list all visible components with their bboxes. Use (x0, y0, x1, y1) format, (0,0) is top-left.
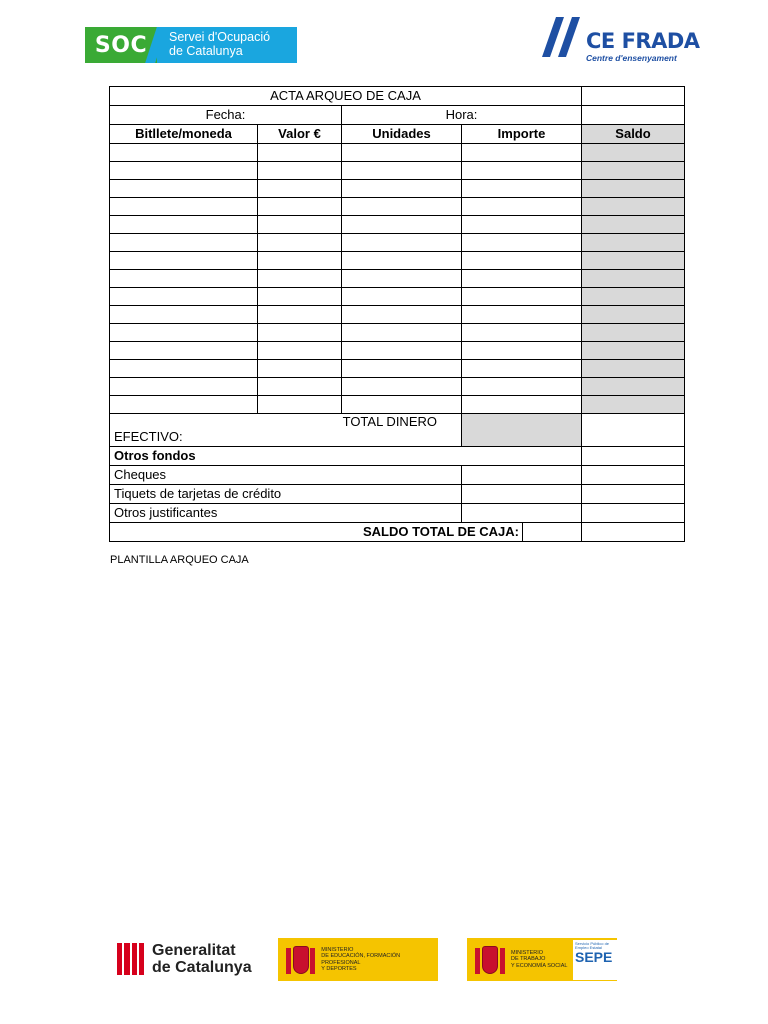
cheques-label: Cheques (110, 466, 462, 485)
generalitat-line2: de Catalunya (152, 959, 252, 976)
cell-saldo[interactable] (582, 270, 685, 288)
efectivo-label: EFECTIVO: (114, 429, 183, 444)
table-row (110, 378, 685, 396)
cell-importe[interactable] (462, 216, 582, 234)
ministerio-educacion-line3: Y DEPORTES (321, 966, 357, 972)
cell-importe[interactable] (462, 144, 582, 162)
cell-billete[interactable] (110, 270, 258, 288)
cell-billete[interactable] (110, 180, 258, 198)
arqueo-table (109, 86, 685, 542)
generalitat-logo (117, 942, 252, 976)
senyera-icon (117, 943, 144, 975)
cell-saldo[interactable] (582, 342, 685, 360)
cell-importe[interactable] (462, 396, 582, 414)
cell-valor[interactable] (258, 162, 342, 180)
cell-unidades[interactable] (342, 342, 462, 360)
cell-billete[interactable] (110, 396, 258, 414)
cell-valor[interactable] (258, 324, 342, 342)
saldo-total-label-cell (110, 523, 582, 542)
tiquets-label: Tiquets de tarjetas de crédito (110, 485, 462, 504)
cell-saldo[interactable] (582, 144, 685, 162)
cell-valor[interactable] (258, 234, 342, 252)
cell-valor[interactable] (258, 270, 342, 288)
col-header-importe: Importe (462, 125, 582, 144)
cell-valor[interactable] (258, 288, 342, 306)
cell-importe[interactable] (462, 378, 582, 396)
header-row (110, 125, 685, 144)
cell-saldo[interactable] (582, 198, 685, 216)
table-row (110, 342, 685, 360)
cell-valor[interactable] (258, 216, 342, 234)
ministerio-educacion-logo (278, 938, 438, 981)
table-row (110, 306, 685, 324)
cell-importe[interactable] (462, 270, 582, 288)
cell-unidades[interactable] (342, 252, 462, 270)
table-row (110, 144, 685, 162)
sepe-top-text: Servicio Público de Empleo Estatal (575, 941, 610, 950)
soc-logo-line1: Servei d'Ocupació (169, 30, 271, 44)
fecha-label: Fecha: (110, 106, 342, 125)
tiquets-importe[interactable] (462, 485, 582, 504)
cell-valor[interactable] (258, 360, 342, 378)
ministerio-educacion-line2: DE EDUCACIÓN, FORMACIÓN PROFESIONAL (321, 953, 401, 966)
cell-unidades[interactable] (342, 306, 462, 324)
footer-caption: PLANTILLA ARQUEO CAJA (110, 554, 249, 566)
cell-valor[interactable] (258, 180, 342, 198)
cell-billete[interactable] (110, 342, 258, 360)
cheques-saldo[interactable] (582, 466, 685, 485)
otros-fondos-row (110, 447, 685, 466)
cell-saldo[interactable] (582, 234, 685, 252)
cefrada-logo (540, 15, 700, 65)
tiquets-saldo[interactable] (582, 485, 685, 504)
col-header-valor: Valor € (258, 125, 342, 144)
sepe-logo (573, 940, 617, 980)
table-row (110, 162, 685, 180)
cell-unidades[interactable] (342, 396, 462, 414)
cell-valor[interactable] (258, 342, 342, 360)
cell-unidades[interactable] (342, 216, 462, 234)
otros-justificantes-row (110, 504, 685, 523)
soc-logo-line2: de Catalunya (169, 44, 243, 58)
cell-unidades[interactable] (342, 198, 462, 216)
table-row (110, 216, 685, 234)
cell-valor[interactable] (258, 144, 342, 162)
cell-saldo[interactable] (582, 378, 685, 396)
cell-unidades[interactable] (342, 360, 462, 378)
cell-billete[interactable] (110, 306, 258, 324)
cell-importe[interactable] (462, 360, 582, 378)
cell-billete[interactable] (110, 324, 258, 342)
cell-saldo[interactable] (582, 162, 685, 180)
cell-billete[interactable] (110, 198, 258, 216)
cell-valor[interactable] (258, 396, 342, 414)
table-row (110, 324, 685, 342)
soc-logo (85, 27, 297, 63)
title-row (110, 87, 685, 106)
cell-unidades[interactable] (342, 324, 462, 342)
cell-importe[interactable] (462, 324, 582, 342)
soc-logo-text (157, 27, 297, 63)
cell-unidades[interactable] (342, 234, 462, 252)
cell-saldo[interactable] (582, 216, 685, 234)
ministerio-trabajo-line2: DE TRABAJO (511, 956, 546, 963)
otros-justificantes-saldo[interactable] (582, 504, 685, 523)
soc-logo-short: SOC (85, 27, 157, 63)
total-dinero-row (110, 414, 685, 447)
cell-billete[interactable] (110, 252, 258, 270)
hora-label: Hora: (342, 106, 582, 125)
fecha-hora-row (110, 106, 685, 125)
cell-unidades[interactable] (342, 144, 462, 162)
cell-valor[interactable] (258, 252, 342, 270)
otros-justificantes-label: Otros justificantes (110, 504, 462, 523)
cell-billete[interactable] (110, 144, 258, 162)
table-row (110, 288, 685, 306)
table-row (110, 180, 685, 198)
table-title: ACTA ARQUEO DE CAJA (110, 87, 582, 106)
cell-importe[interactable] (462, 288, 582, 306)
table-row (110, 360, 685, 378)
saldo-total-value[interactable] (582, 523, 685, 542)
ministerio-educacion-line1: MINISTERIO (321, 946, 354, 953)
cell-billete[interactable] (110, 234, 258, 252)
cell-saldo[interactable] (582, 252, 685, 270)
cell-unidades[interactable] (342, 162, 462, 180)
total-dinero-value[interactable] (462, 414, 582, 447)
col-header-saldo: Saldo (582, 125, 685, 144)
generalitat-line1: Generalitat (152, 942, 236, 959)
otros-fondos-label: Otros fondos (110, 447, 582, 466)
title-extra-cell[interactable] (582, 87, 685, 106)
cell-saldo[interactable] (582, 324, 685, 342)
tiquets-row (110, 485, 685, 504)
total-dinero-cell (110, 414, 462, 447)
sepe-name: SEPE (575, 949, 613, 965)
table-body (110, 144, 685, 414)
table-row (110, 234, 685, 252)
cell-valor[interactable] (258, 306, 342, 324)
cell-importe[interactable] (462, 342, 582, 360)
total-dinero-saldo[interactable] (582, 414, 685, 447)
saldo-total-label: SALDO TOTAL DE CAJA: (362, 524, 519, 539)
cell-importe[interactable] (462, 306, 582, 324)
cell-importe[interactable] (462, 162, 582, 180)
col-header-unidades: Unidades (342, 125, 462, 144)
cell-billete[interactable] (110, 216, 258, 234)
cell-importe[interactable] (462, 234, 582, 252)
cell-billete[interactable] (110, 288, 258, 306)
cell-unidades[interactable] (342, 378, 462, 396)
ministerio-trabajo-line1: MINISTERIO (511, 949, 544, 956)
cell-saldo[interactable] (582, 360, 685, 378)
cell-saldo[interactable] (582, 180, 685, 198)
cefrada-tagline: Centre d'ensenyament (586, 53, 677, 63)
hora-extra-cell[interactable] (582, 106, 685, 125)
cell-unidades[interactable] (342, 270, 462, 288)
cefrada-name: CE FRADA (586, 29, 700, 53)
cell-unidades[interactable] (342, 288, 462, 306)
cheques-row (110, 466, 685, 485)
cell-saldo[interactable] (582, 288, 685, 306)
otros-justificantes-importe[interactable] (462, 504, 582, 523)
cell-importe[interactable] (462, 198, 582, 216)
coat-of-arms-icon (475, 944, 505, 976)
coat-of-arms-icon (286, 944, 315, 976)
table-row (110, 252, 685, 270)
ministerio-trabajo-line3: Y ECONOMÍA SOCIAL (511, 962, 568, 969)
cell-valor[interactable] (258, 378, 342, 396)
cell-saldo[interactable] (582, 306, 685, 324)
cell-billete[interactable] (110, 360, 258, 378)
cell-unidades[interactable] (342, 180, 462, 198)
table-row (110, 198, 685, 216)
cell-importe[interactable] (462, 180, 582, 198)
cell-billete[interactable] (110, 378, 258, 396)
cell-valor[interactable] (258, 198, 342, 216)
table-row (110, 396, 685, 414)
saldo-total-input[interactable] (522, 523, 582, 541)
cefrada-slash-icon (542, 15, 586, 59)
col-header-billete: Bitllete/moneda (110, 125, 258, 144)
cheques-importe[interactable] (462, 466, 582, 485)
table-row (110, 270, 685, 288)
otros-fondos-saldo[interactable] (582, 447, 685, 466)
saldo-total-row (110, 523, 685, 542)
cell-saldo[interactable] (582, 396, 685, 414)
cell-importe[interactable] (462, 252, 582, 270)
total-dinero-label: TOTAL DINERO (342, 414, 437, 429)
cell-billete[interactable] (110, 162, 258, 180)
